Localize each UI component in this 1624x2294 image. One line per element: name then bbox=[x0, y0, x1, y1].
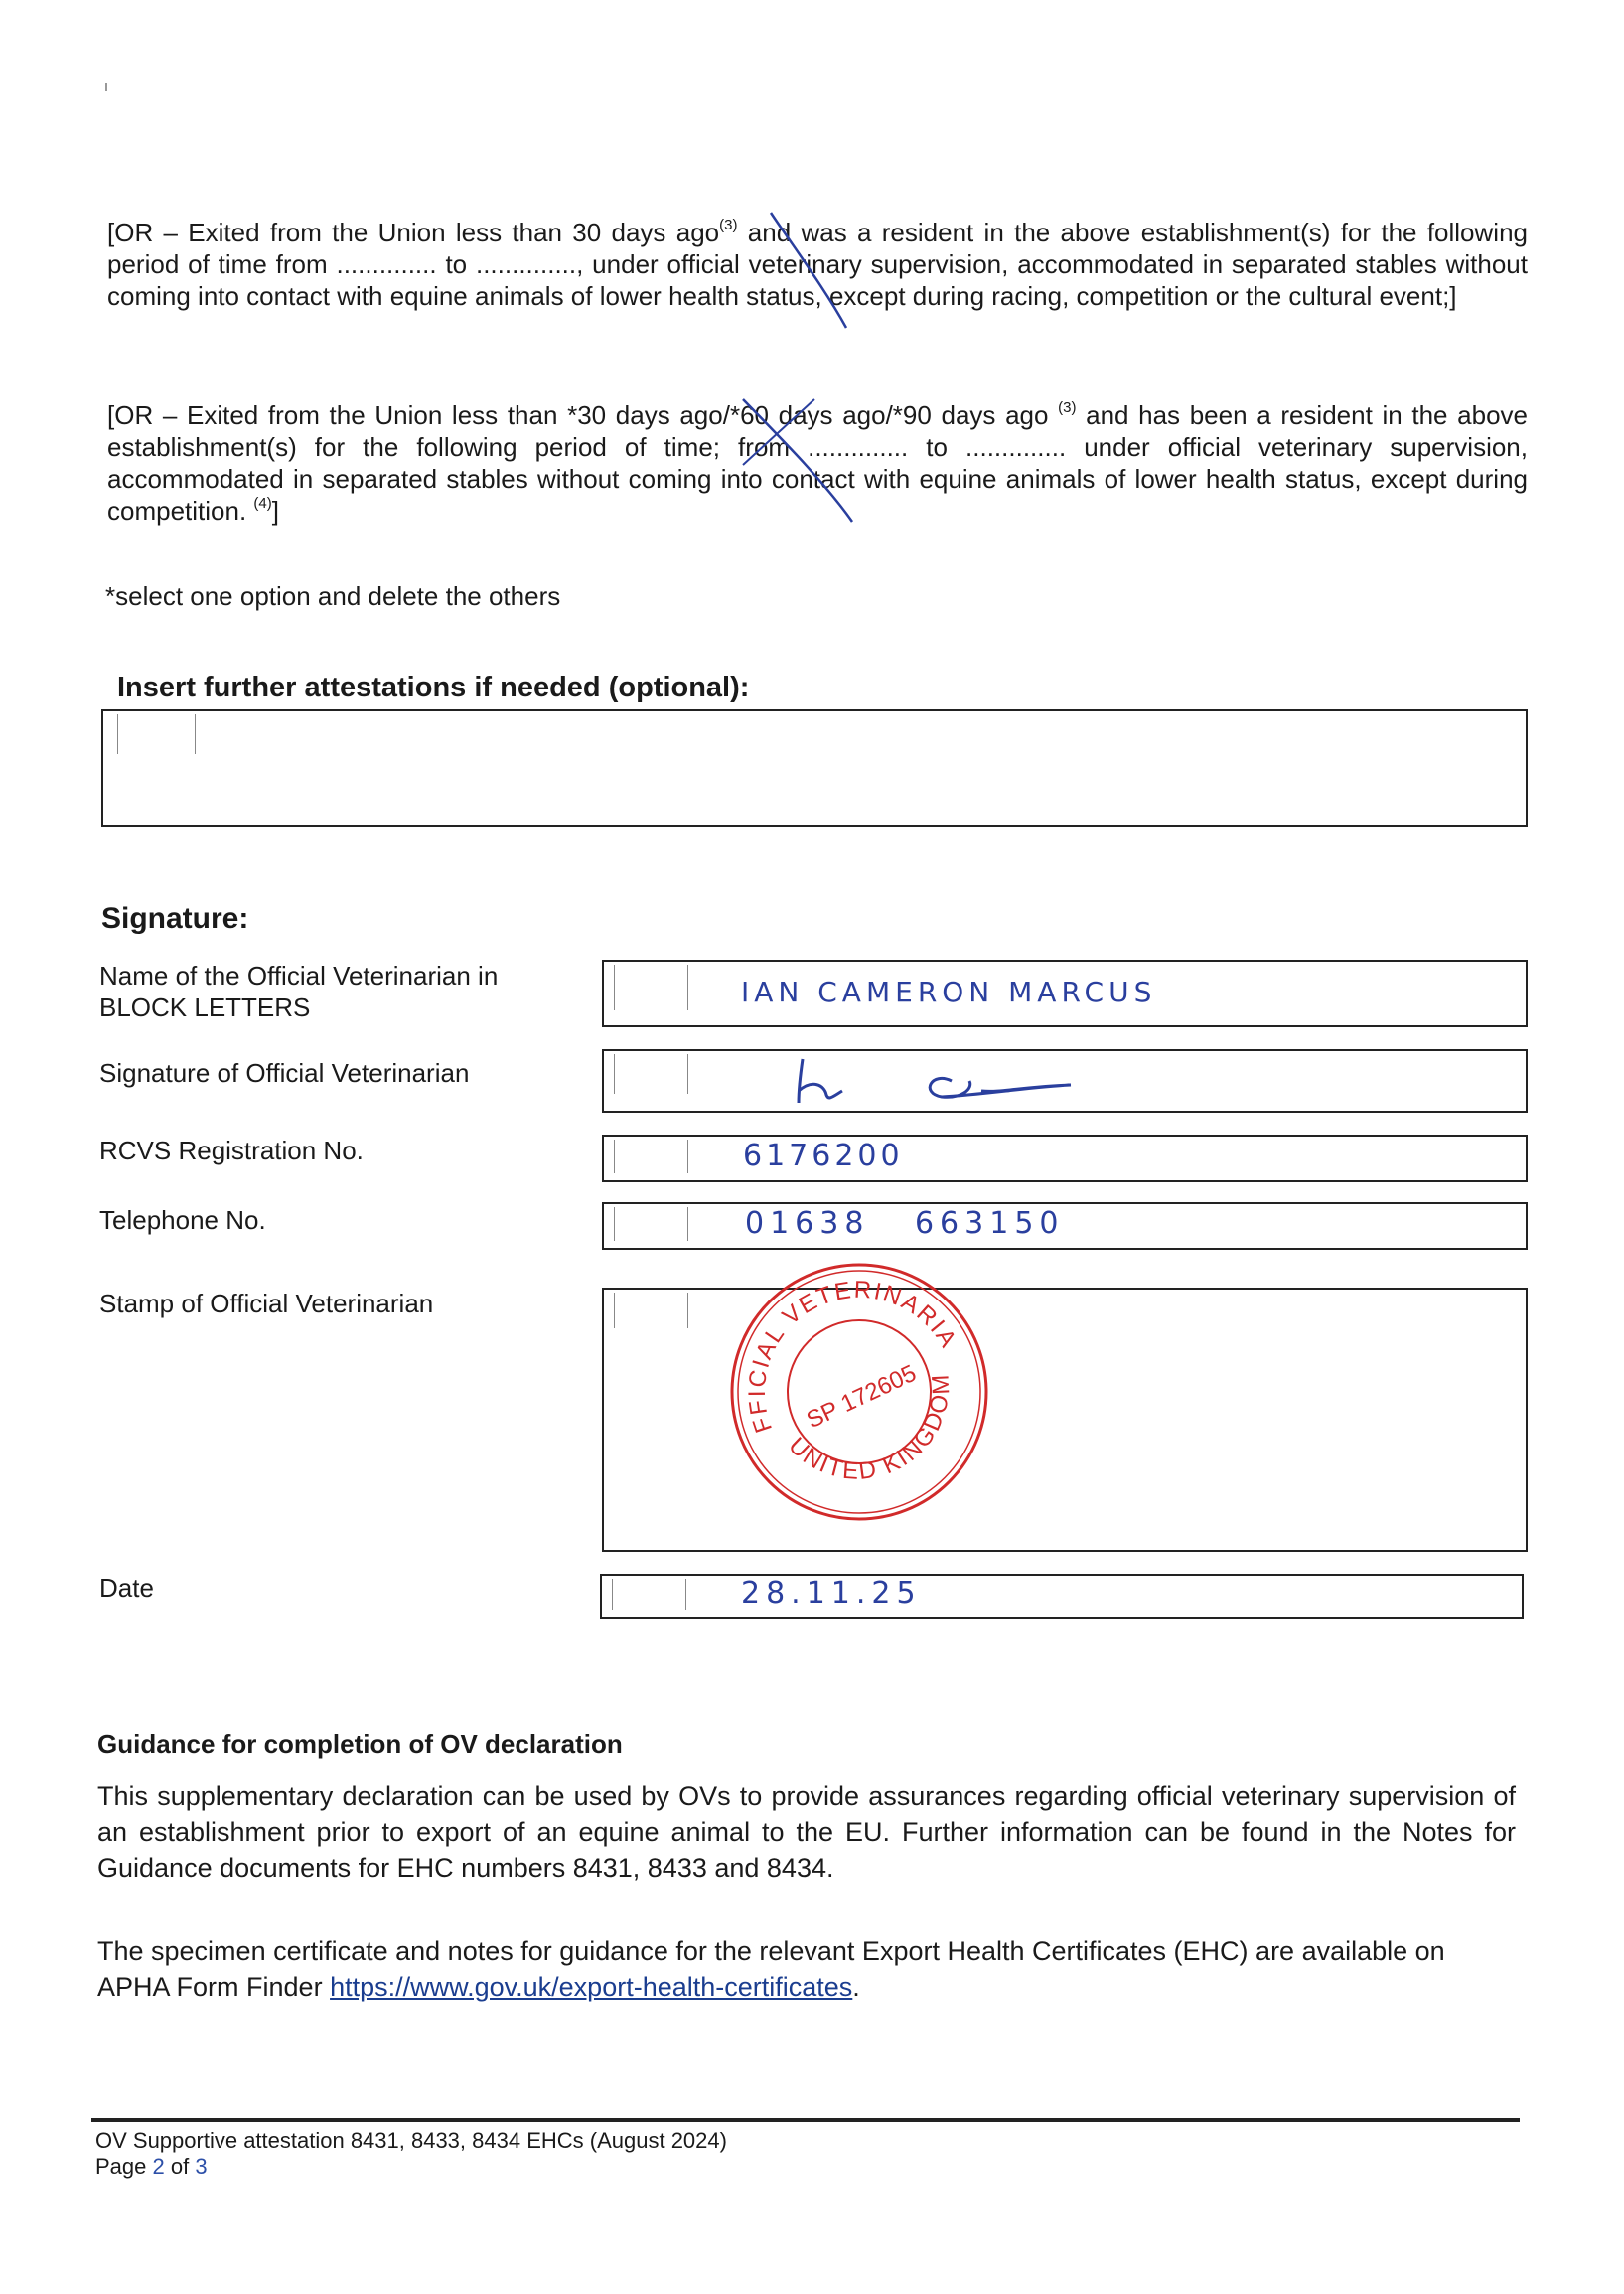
option-paragraph-2-text-c: ] bbox=[271, 496, 279, 526]
date-field[interactable] bbox=[600, 1574, 1524, 1619]
form-finder-period: . bbox=[852, 1972, 860, 2002]
form-finder-paragraph bbox=[97, 1933, 1516, 2005]
footnote-ref: (3) bbox=[1058, 399, 1077, 416]
telephone-value: 01638 663150 bbox=[745, 1206, 1065, 1241]
rcvs-label: RCVS Registration No. bbox=[99, 1136, 364, 1165]
export-health-certificates-link[interactable]: https://www.gov.uk/export-health-certificates bbox=[330, 1972, 853, 2002]
field-marker bbox=[614, 1207, 615, 1241]
option-paragraph-30-days-text-a: [OR – Exited from the Union less than 30 days ago bbox=[107, 218, 720, 247]
ov-name-value: IAN CAMERON MARCUS bbox=[741, 976, 1157, 1008]
page-total: 3 bbox=[195, 2154, 208, 2179]
footnote-ref: (3) bbox=[719, 217, 738, 233]
telephone-label: Telephone No. bbox=[99, 1205, 266, 1235]
official-veterinarian-stamp bbox=[725, 1258, 993, 1526]
option-paragraph-2-text-b: and has been a resident in the above establishment(s) for the following period of time; from .............. to .............. under official veterinary supervision, accommodated in separated stables without coming into contact with equine animals of lower health status, except during competition. bbox=[107, 400, 1528, 526]
strike-stroke-2 bbox=[743, 399, 852, 522]
footer-title: OV Supportive attestation 8431, 8433, 8434 EHCs (August 2024) bbox=[95, 2128, 727, 2153]
stamp-top-text: OFFICIAL VETERINARIAN bbox=[743, 1276, 962, 1437]
field-marker bbox=[687, 1293, 688, 1328]
guidance-paragraph: This supplementary declaration can be used by OVs to provide assurances regarding official veterinary supervision of an establishment prior to export of an equine animal to the EU. Further information can be found in the Notes for Guidance documents for EHC numbers 8431, 8433 and 8434. bbox=[97, 1781, 1516, 1883]
footnote-ref: (4) bbox=[253, 495, 272, 512]
further-attestations-box[interactable] bbox=[101, 709, 1528, 827]
form-finder-text: The specimen certificate and notes for guidance for the relevant Export Health Certificates (EHC) are available on APHA Form Finder bbox=[97, 1936, 1445, 2002]
field-marker bbox=[612, 1579, 613, 1610]
footer-rule bbox=[91, 2118, 1520, 2122]
field-marker bbox=[614, 1293, 615, 1328]
field-marker bbox=[687, 1207, 688, 1241]
field-marker bbox=[685, 1579, 686, 1610]
ov-signature-label: Signature of Official Veterinarian bbox=[99, 1058, 470, 1088]
option-paragraph-30-days-text-b: and was a resident in the above establishment(s) for the following period of time from .............. to .............., under official veterinary supervision, accommodated in separated stables without coming into contact with equine animals of lower health status, except during racing, competition or the cultural event;] bbox=[107, 218, 1528, 311]
field-marker bbox=[614, 1140, 615, 1173]
further-attestations-heading: Insert further attestations if needed (optional): bbox=[117, 672, 750, 703]
deletion-strokes bbox=[0, 0, 1624, 596]
option-paragraph-2-text-a: [OR – Exited from the Union less than *30 days ago/*60 days ago/*90 days ago bbox=[107, 400, 1059, 430]
rcvs-value: 6176200 bbox=[743, 1139, 904, 1173]
date-label: Date bbox=[99, 1573, 154, 1603]
signature-heading: Signature: bbox=[101, 902, 249, 935]
ov-signature-field[interactable] bbox=[602, 1049, 1528, 1113]
field-marker bbox=[687, 1140, 688, 1173]
stamp-label: Stamp of Official Veterinarian bbox=[99, 1289, 434, 1318]
page-current: 2 bbox=[152, 2154, 165, 2179]
stamp-center-number: SP 172605 bbox=[802, 1359, 921, 1435]
ov-name-field[interactable] bbox=[602, 960, 1528, 1027]
ov-name-label: Name of the Official Veterinarian in BLOCK LETTERS bbox=[99, 961, 499, 1022]
date-value: 28.11.25 bbox=[741, 1576, 922, 1610]
stamp-bottom-text: UNITED KINGDOM bbox=[783, 1372, 956, 1485]
rcvs-field[interactable] bbox=[602, 1135, 1528, 1182]
strike-stroke-1 bbox=[771, 213, 846, 328]
field-marker bbox=[614, 965, 615, 1010]
page-prefix: Page bbox=[95, 2154, 153, 2179]
field-marker bbox=[117, 714, 118, 754]
select-option-note: *select one option and delete the others bbox=[105, 581, 561, 611]
page-of: of bbox=[164, 2154, 196, 2179]
page-number bbox=[95, 2154, 208, 2180]
field-marker bbox=[687, 965, 688, 1010]
field-marker bbox=[195, 714, 196, 754]
telephone-field[interactable] bbox=[602, 1202, 1528, 1250]
guidance-heading: Guidance for completion of OV declaration bbox=[97, 1729, 623, 1759]
handwritten-signature bbox=[604, 1051, 1526, 1111]
